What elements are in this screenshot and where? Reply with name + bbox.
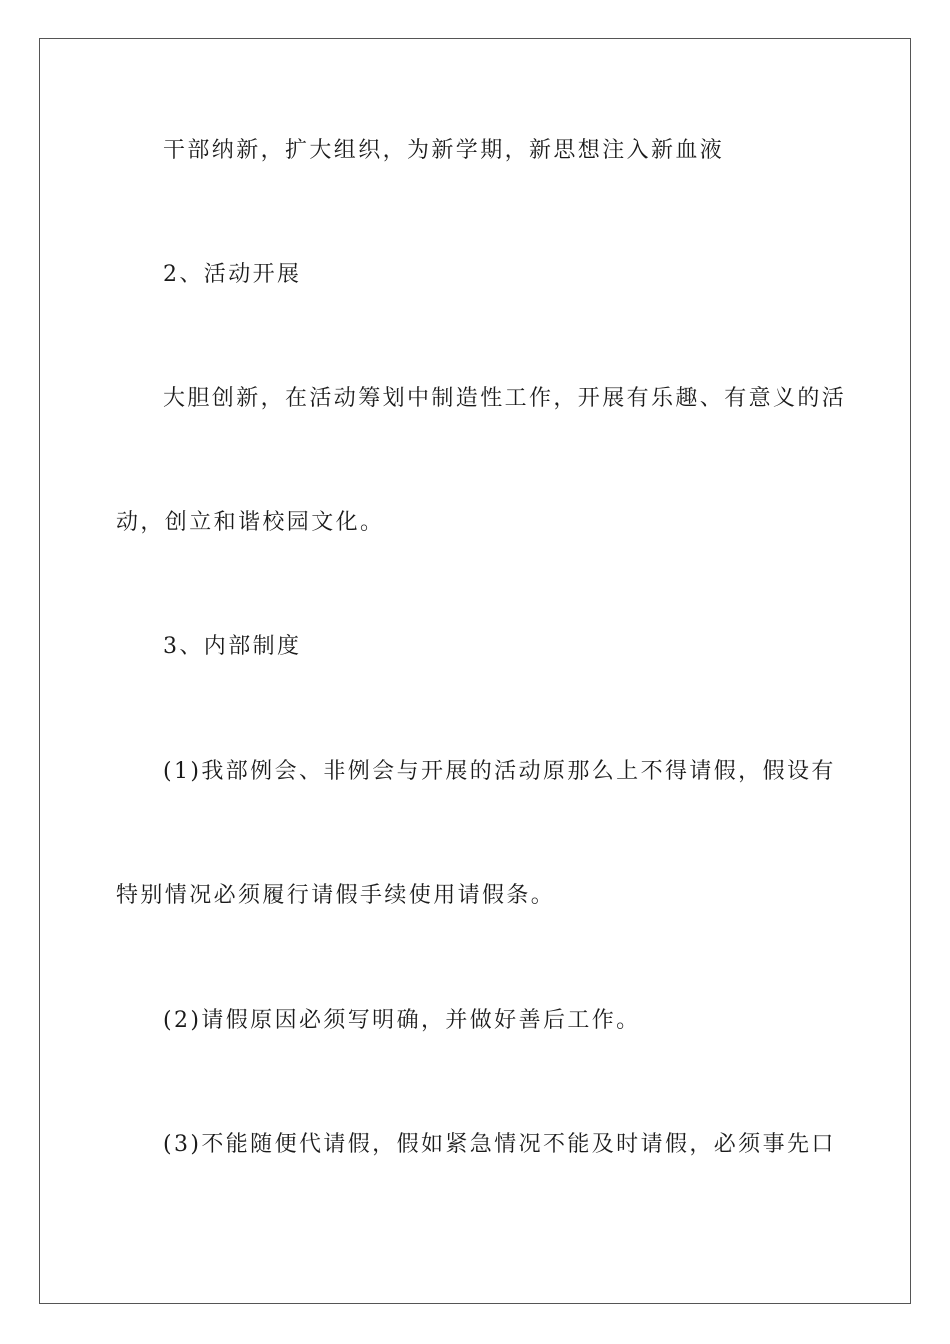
paragraph-line: 干部纳新，扩大组织，为新学期，新思想注入新血液 (163, 138, 725, 163)
page-border (39, 38, 911, 1304)
section-heading-internal-rules: 3、内部制度 (163, 634, 302, 659)
paragraph-line: (2)请假原因必须写明确，并做好善后工作。 (163, 1008, 641, 1033)
paragraph-line: 特别情况必须履行请假手续使用请假条。 (116, 883, 556, 908)
paragraph-line: 动，创立和谐校园文化。 (116, 510, 385, 535)
paragraph-line: 大胆创新，在活动筹划中制造性工作，开展有乐趣、有意义的活 (163, 386, 847, 411)
paragraph-line: (3)不能随便代请假，假如紧急情况不能及时请假，必须事先口 (163, 1132, 836, 1157)
section-heading-activities: 2、活动开展 (163, 262, 302, 287)
paragraph-line: (1)我部例会、非例会与开展的活动原那么上不得请假，假设有 (163, 759, 836, 784)
